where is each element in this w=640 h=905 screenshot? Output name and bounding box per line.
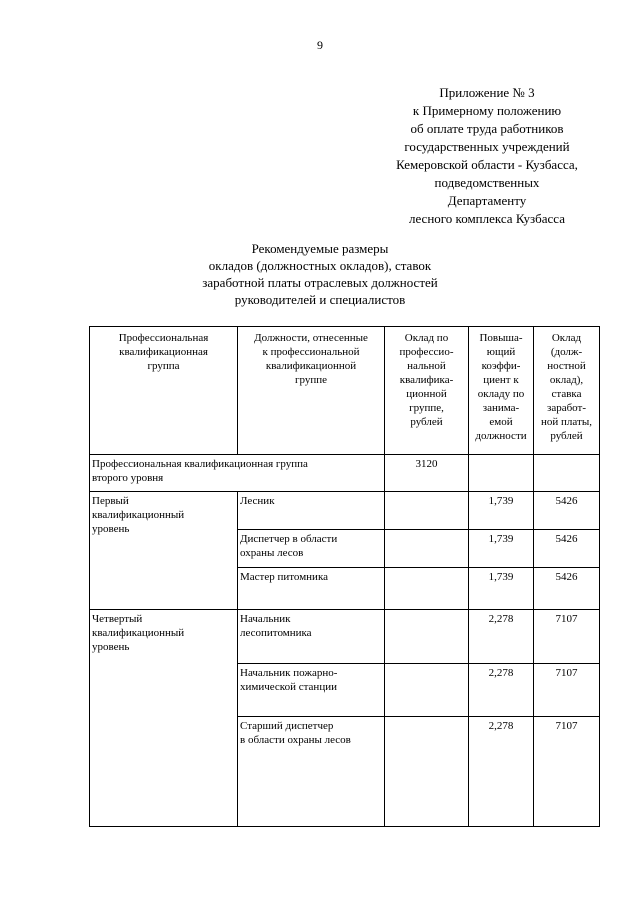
empty-cell (385, 610, 469, 664)
appendix-line: Кемеровской области - Кузбасса, (396, 157, 578, 172)
appendix-line: Департаменту (447, 193, 527, 208)
appendix-line: подведомственных (434, 175, 540, 190)
level-name: Четвертый квалификационный уровень (90, 610, 238, 827)
position-title: Старший диспетчер в области охраны лесов (238, 717, 385, 827)
header-positions: Должности, отнесенные к профессиональной квалификационной группе (238, 327, 385, 455)
header-qualification-group: Профессиональная квалификационная группа (90, 327, 238, 455)
coefficient: 2,278 (469, 717, 534, 827)
title-line: руководителей и специалистов (234, 292, 406, 307)
level-name: Первый квалификационный уровень (90, 492, 238, 610)
appendix-line: к Примерному положению (412, 103, 562, 118)
empty-cell (385, 717, 469, 827)
empty-cell (469, 455, 534, 492)
empty-cell (534, 455, 600, 492)
coefficient: 1,739 (469, 568, 534, 610)
appendix-line: лесного комплекса Кузбасса (408, 211, 566, 226)
header-salary: Оклад (долж- ностной оклад), ставка заработ- ной платы, рублей (534, 327, 600, 455)
document-title (160, 240, 480, 308)
coefficient: 2,278 (469, 610, 534, 664)
appendix-header (362, 84, 612, 228)
title-line: окладов (должностных окладов), ставок (208, 258, 432, 273)
salary: 7107 (534, 610, 600, 664)
empty-cell (385, 568, 469, 610)
appendix-line: государственных учреждений (404, 139, 570, 154)
group-base-salary: 3120 (385, 455, 469, 492)
group-name: Профессиональная квалификационная группа второго уровня (90, 455, 385, 492)
position-title: Начальник лесопитомника (238, 610, 385, 664)
position-title: Диспетчер в области охраны лесов (238, 530, 385, 568)
title-line: Рекомендуемые размеры (251, 241, 389, 256)
salary: 7107 (534, 717, 600, 827)
table-row (90, 492, 600, 530)
appendix-line: об оплате труда работников (410, 121, 564, 136)
empty-cell (385, 530, 469, 568)
coefficient: 1,739 (469, 530, 534, 568)
salary: 5426 (534, 530, 600, 568)
position-title: Начальник пожарно- химической станции (238, 664, 385, 717)
title-line: заработной платы отраслевых должностей (202, 275, 438, 290)
salary-table (89, 326, 600, 827)
page-number: 9 (317, 38, 323, 52)
salary: 7107 (534, 664, 600, 717)
header-coefficient: Повыша- ющий коэффи- циент к окладу по занима- емой должности (469, 327, 534, 455)
header-base-salary: Оклад по профессио- нальной квалифика- ционной группе, рублей (385, 327, 469, 455)
position-title: Мастер питомника (238, 568, 385, 610)
position-title: Лесник (238, 492, 385, 530)
salary: 5426 (534, 568, 600, 610)
empty-cell (385, 492, 469, 530)
empty-cell (385, 664, 469, 717)
appendix-line: Приложение № 3 (439, 85, 535, 100)
table-header-row (90, 327, 600, 455)
table-row (90, 610, 600, 664)
group-row (90, 455, 600, 492)
coefficient: 2,278 (469, 664, 534, 717)
coefficient: 1,739 (469, 492, 534, 530)
salary: 5426 (534, 492, 600, 530)
